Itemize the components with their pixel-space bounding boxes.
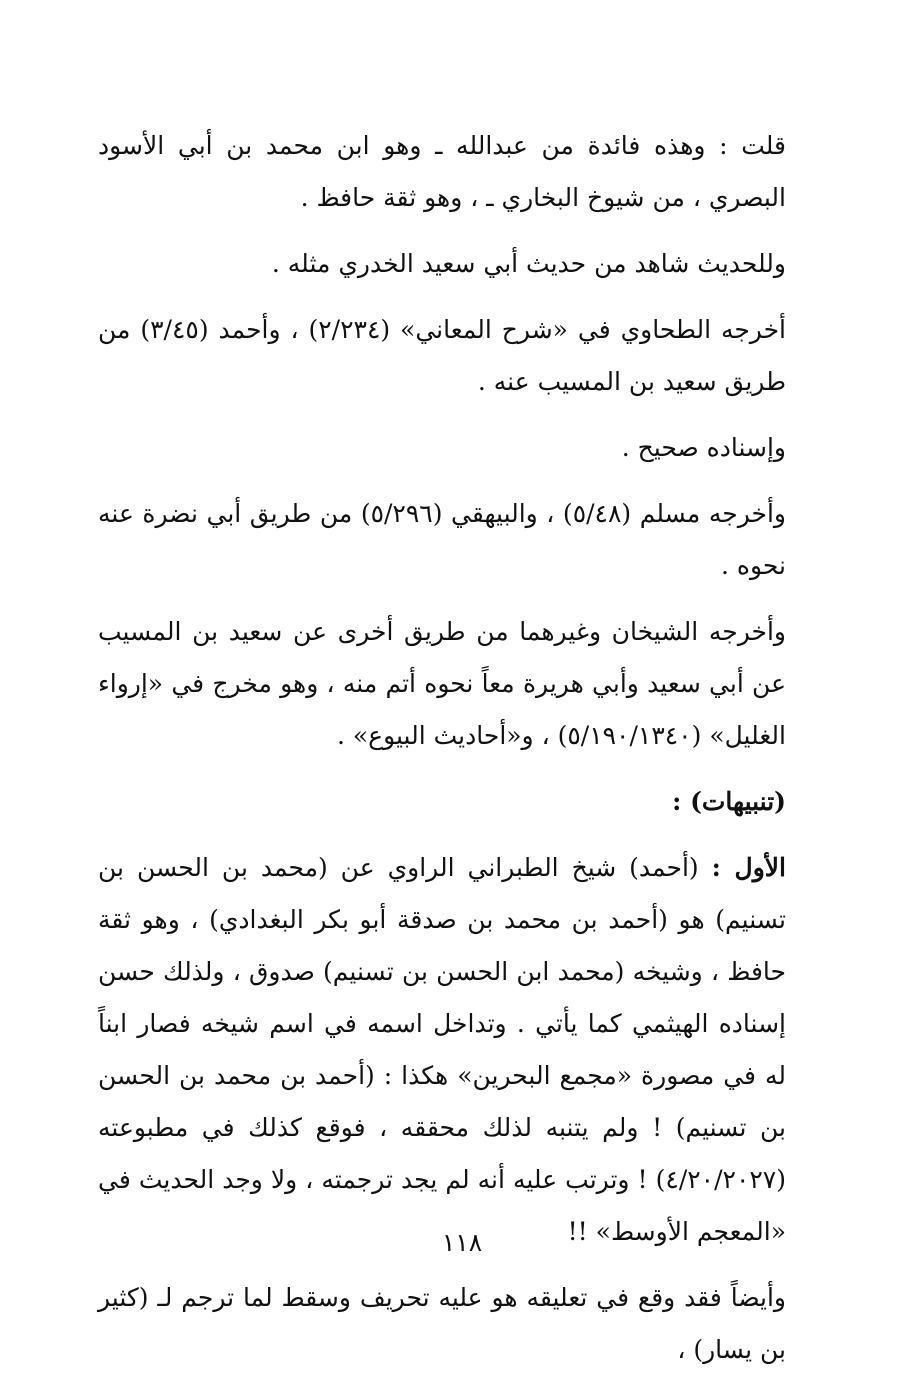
paragraph-takhrij-tahawi: أخرجه الطحاوي في «شرح المعاني» (٢/٢٣٤) ، وأحمد (٣/٤٥) من طريق سعيد بن المسيب عنه .	[98, 315, 787, 396]
paragraph-first-note	[98, 842, 840, 1258]
paragraph-witness: وللحديث شاهد من حديث أبي سعيد الخدري مثله .	[271, 249, 786, 278]
paragraph-note: قلت : وهذه فائدة من عبدالله ـ وهو ابن محمد بن أبي الأسود البصري ، من شيوخ البخاري ـ ، وهو ثقة حافظ .	[98, 131, 786, 212]
first-note-text: (أحمد) شيخ الطبراني الراوي عن (محمد بن الحسن بن تسنيم) هو (أحمد بن محمد بن صدقة أبو بكر البغدادي) ، وهو ثقة حافظ ، وشيخه (محمد ابن الحسن بن تسنيم) صدوق ، ولذلك حسن إسناده الهيثمي كما يأتي . وتداخل اسمه في اسم شيخه فصار ابناً له في مصورة «مجمع البحرين» هكذا : (أحمد بن محمد بن الحسن بن تسنيم) ! ولم يتنبه لذلك محققه ، فوقع كذلك في مطبوعته (٤/٢٠/٢٠٢٧) ! وترتب عليه أنه لم يجد ترجمته ، ولا وجد الحديث في «المعجم الأوسط» !!	[98, 853, 786, 1246]
paragraph-isnad: وإسناده صحيح .	[621, 433, 786, 462]
paragraph-takhrij-shaykhan: وأخرجه الشيخان وغيرهما من طريق أخرى عن سعيد بن المسيب عن أبي سعيد وأبي هريرة معاً نحوه أتم منه ، وهو مخرج في «إرواء الغليل» (٥/١٩٠/١٣٤٠) ، و«أحاديث البيوع» .	[98, 617, 786, 750]
paragraph-takhrij-muslim: وأخرجه مسلم (٥/٤٨) ، والبيهقي (٥/٢٩٦) من طريق أبي نضرة عنه نحوه .	[98, 499, 786, 580]
first-note-label: الأول :	[711, 853, 786, 882]
paragraph-also: وأيضاً فقد وقع في تعليقه هو عليه تحريف وسقط لما ترجم لـ (كثير بن يسار) ،	[98, 1283, 786, 1364]
page-number: ١١٨	[441, 1228, 483, 1257]
section-heading-tanbihat: (تنبيهات) :	[672, 787, 786, 816]
page-body	[98, 120, 840, 1390]
